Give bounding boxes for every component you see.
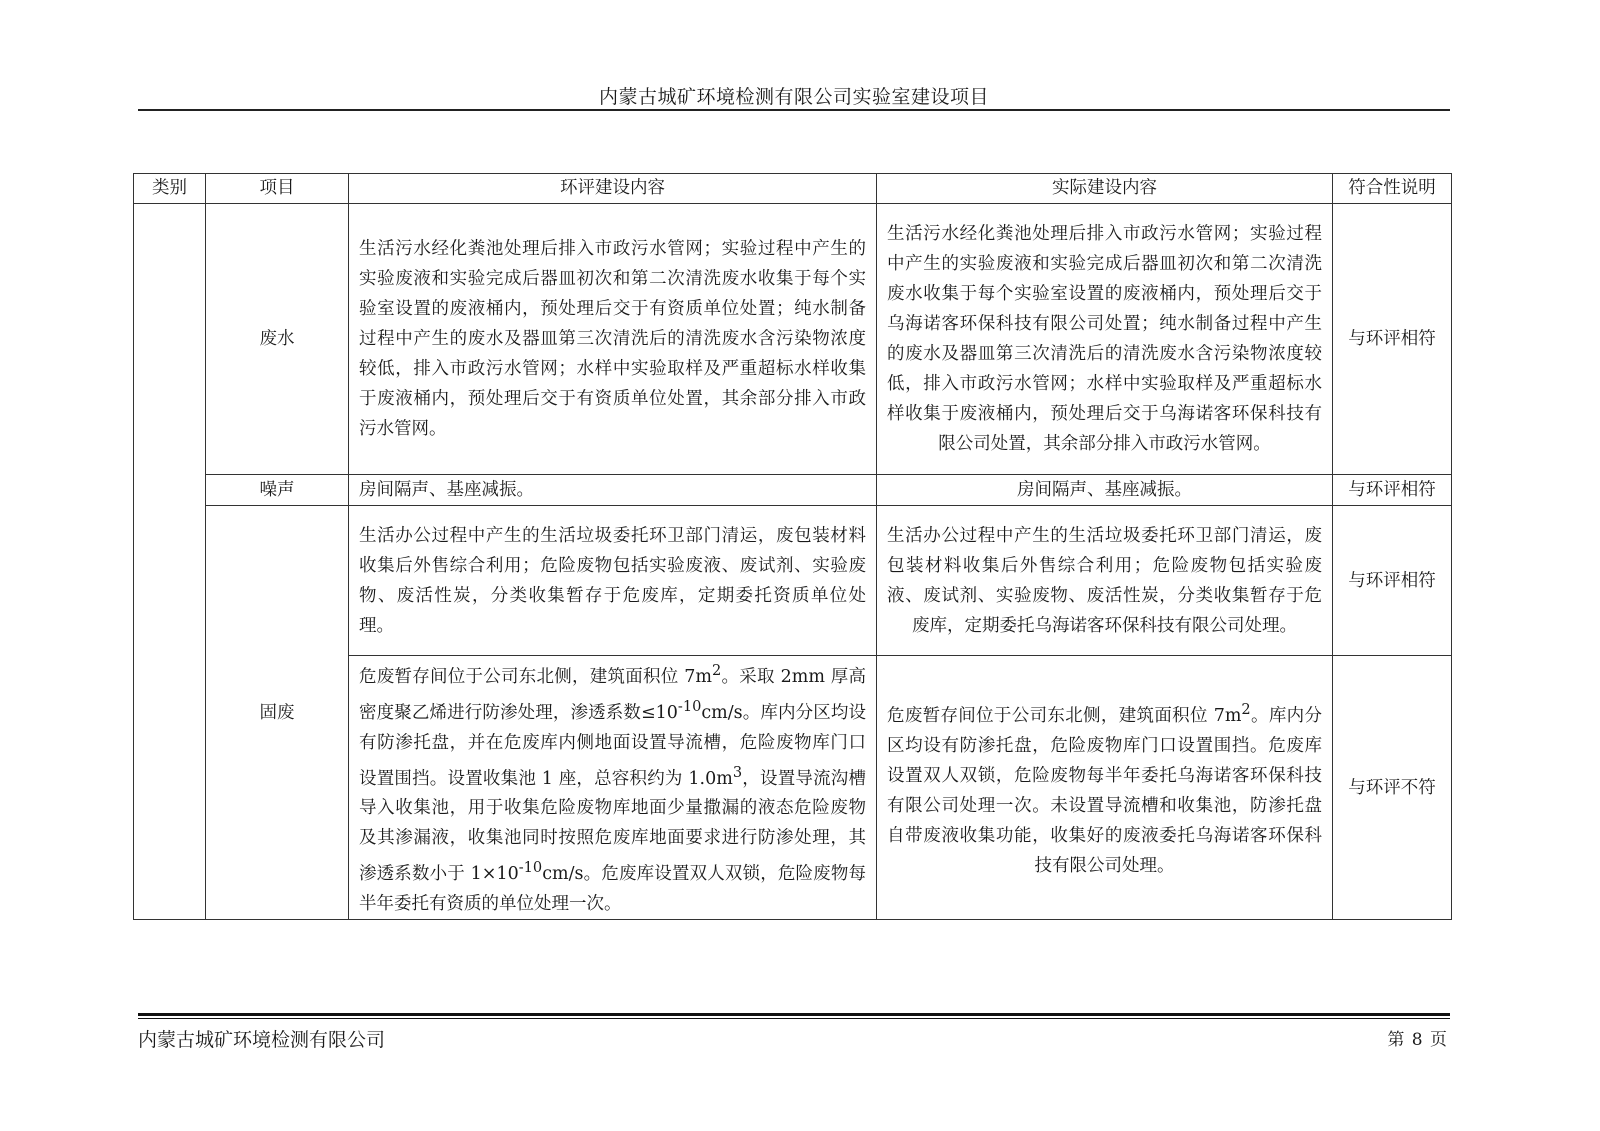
column-header-compliance: 符合性说明 [1333,174,1452,204]
category-cell [134,204,206,920]
page-header-title: 内蒙古城矿环境检测有限公司实验室建设项目 [598,86,989,108]
text-run: cm/s。危废库设置双人双锁，危险废物每半年委托有资质的单位处理一次。 [359,864,866,915]
column-header-eia-content: 环评建设内容 [349,174,877,204]
actual-content-cell: 生活办公过程中产生的生活垃圾委托环卫部门清运，废包装材料收集后外售综合利用；危险废物包括实验废液、废试剂、实验废物、废活性炭，分类收集暂存于危废库，定期委托乌海诺客环保科技有限公司处理。 [877,506,1333,656]
superscript: -10 [677,697,702,715]
footer-divider-thick [138,1013,1450,1016]
compliance-cell: 与环评相符 [1333,506,1452,656]
table-row [134,506,1452,656]
footer-page-number: 第 8 页 [1387,1030,1448,1050]
column-header-category: 类别 [134,174,206,204]
actual-content-cell: 房间隔声、基座减振。 [877,475,1333,506]
header-divider [138,109,1450,111]
actual-content-cell: 生活污水经化粪池处理后排入市政污水管网；实验过程中产生的实验废液和实验完成后器皿初次和第二次清洗废水收集于每个实验室设置的废液桶内，预处理后交于乌海诺客环保科技有限公司处置；纯水制备过程中产生的废水及器皿第三次清洗后的清洗废水含污染物浓度较低，排入市政污水管网；水样中实验取样及严重超标水样收集于废液桶内，预处理后交于乌海诺客环保科技有限公司处置，其余部分排入市政污水管网。 [877,204,1333,475]
text-run: ，设置导流沟槽导入收集池，用于收集危险废物库地面少量撒漏的液态危险废物及其渗漏液，收集池同时按照危废库地面要求进行防渗处理，其渗透系数小于 1×10 [359,768,867,885]
text-run: 。采取 2mm 厚高密度聚乙烯进行防渗处理，渗透系数≤10 [359,666,867,723]
table-header-row [134,174,1452,204]
superscript: 2 [1241,700,1251,718]
eia-content-cell [349,656,877,920]
eia-content-cell: 生活污水经化粪池处理后排入市政污水管网；实验过程中产生的实验废液和实验完成后器皿初次和第二次清洗废水收集于每个实验室设置的废液桶内，预处理后交于有资质单位处置；纯水制备过程中产生的废水及器皿第三次清洗后的清洗废水含污染物浓度较低，排入市政污水管网；水样中实验取样及严重超标水样收集于废液桶内，预处理后交于有资质单位处置，其余部分排入市政污水管网。 [349,204,877,475]
item-cell-solid-waste: 固废 [206,506,349,920]
column-header-actual-content: 实际建设内容 [877,174,1333,204]
compliance-cell: 与环评相符 [1333,475,1452,506]
table-row [134,204,1452,475]
superscript: 3 [732,763,743,781]
table-row [134,475,1452,506]
footer-company: 内蒙古城矿环境检测有限公司 [138,1029,386,1051]
text-run: 。库内分区均设有防渗托盘，危险废物库门口设置围挡。危废库设置双人双锁，危险废物每半年委托乌海诺客环保科技有限公司处理一次。未设置导流槽和收集池，防渗托盘自带废液收集功能，收集好的废液委托乌海诺客环保科技有限公司处理。 [887,705,1322,876]
footer-divider-thin [138,1018,1450,1019]
eia-content-cell: 生活办公过程中产生的生活垃圾委托环卫部门清运，废包装材料收集后外售综合利用；危险废物包括实验废液、废试剂、实验废物、废活性炭，分类收集暂存于危废库，定期委托资质单位处理。 [349,506,877,656]
text-run: cm/s。库内分区均设有防渗托盘，并在危废库内侧地面设置导流槽，危险废物库门口设置围挡。设置收集池 1 座，总容积约为 1.0m [359,702,866,789]
text-run: 危废暂存间位于公司东北侧，建筑面积位 7m [887,705,1242,726]
superscript: -10 [518,859,543,877]
text-run: 危废暂存间位于公司东北侧，建筑面积位 7m [359,666,713,687]
eia-content-cell: 房间隔声、基座减振。 [349,475,877,506]
superscript: 2 [712,662,722,679]
column-header-item: 项目 [206,174,349,204]
actual-content-cell [877,656,1333,920]
compliance-cell: 与环评相符 [1333,204,1452,475]
compliance-cell: 与环评不符 [1333,656,1452,920]
compliance-table [133,173,1452,920]
item-cell-noise: 噪声 [206,475,349,506]
item-cell-wastewater: 废水 [206,204,349,475]
